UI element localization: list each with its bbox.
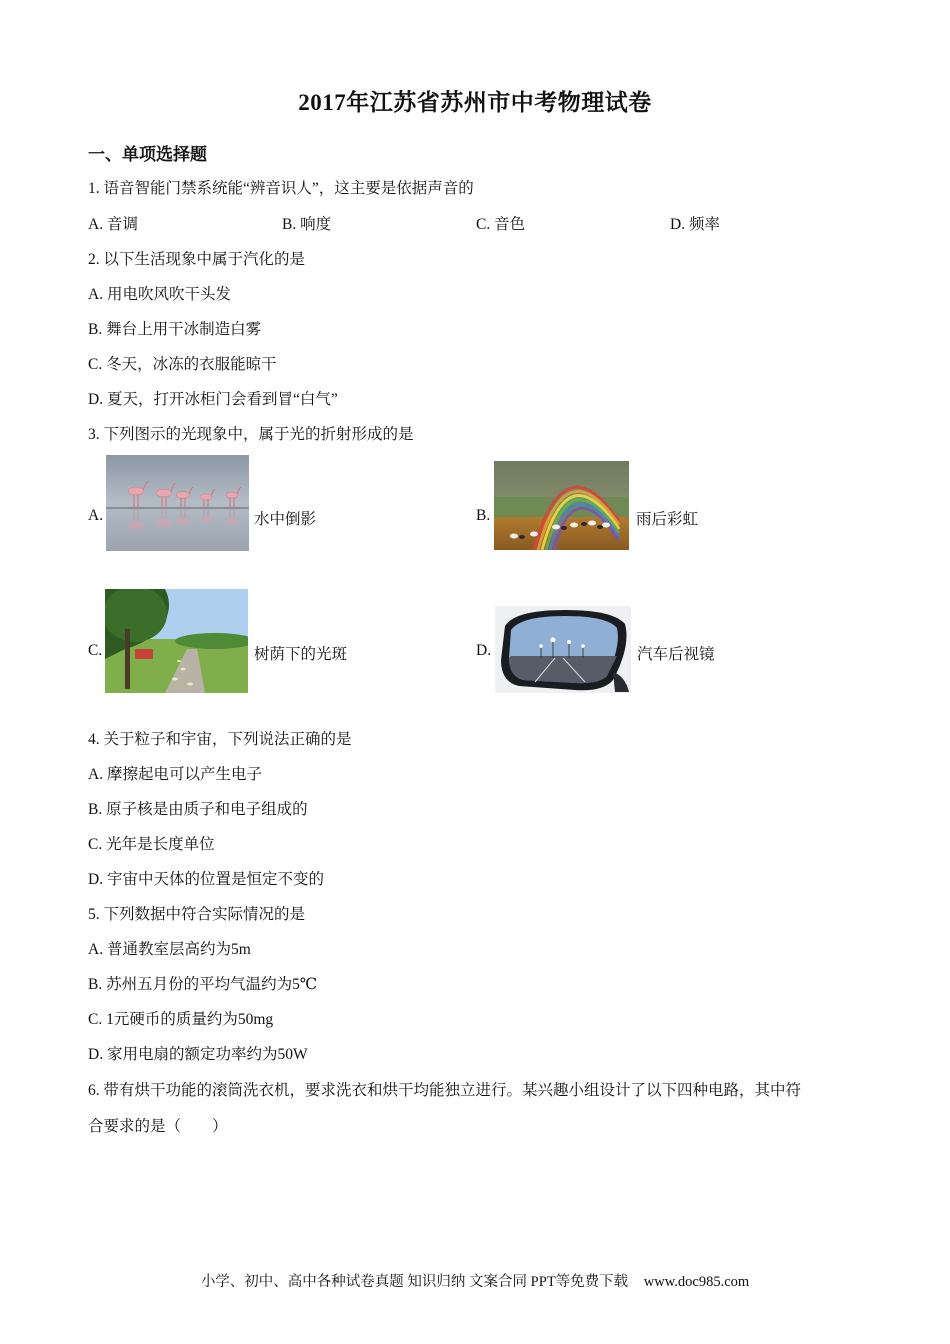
q5-stem: 5. 下列数据中符合实际情况的是 [88,906,306,923]
q3-option-d-letter: D. [476,642,492,659]
q2-option-a: A. 用电吹风吹干头发 [88,286,231,303]
section-heading: 一、单项选择题 [88,145,207,164]
q2-option-d: D. 夏天，打开冰柜门会看到冒“白气” [88,391,338,408]
q3-option-b-caption: 雨后彩虹 [636,511,699,528]
q6-stem-line1: 6. 带有烘干功能的滚筒洗衣机，要求洗衣和烘干均能独立进行。某兴趣小组设计了以下四种电路，其中符 [88,1082,802,1099]
q2-stem: 2. 以下生活现象中属于汽化的是 [88,251,306,268]
flamingo-reflection-image [106,455,249,551]
q3-option-a-letter: A. [88,507,104,524]
q1-stem: 1. 语音智能门禁系统能“辨音识人”，这主要是依据声音的 [88,180,474,197]
q3-option-c-letter: C. [88,642,103,659]
q3-option-c-caption: 树荫下的光斑 [254,646,348,663]
q6-stem-line2: 合要求的是（ ） [88,1118,228,1135]
tree-shade-image [105,589,248,693]
footer-url-link[interactable]: www.doc985.com [643,1274,750,1290]
q3-stem: 3. 下列图示的光现象中，属于光的折射形成的是 [88,426,414,443]
q4-option-a: A. 摩擦起电可以产生电子 [88,766,262,783]
rainbow-image [494,461,629,550]
q1-option-c: C. 音色 [476,216,526,233]
q4-stem: 4. 关于粒子和宇宙，下列说法正确的是 [88,731,352,748]
q4-option-d: D. 宇宙中天体的位置是恒定不变的 [88,871,324,888]
q5-option-d: D. 家用电扇的额定功率约为50W [88,1046,308,1063]
q5-option-b: B. 苏州五月份的平均气温约为5℃ [88,976,318,993]
q3-option-a-caption: 水中倒影 [254,511,317,528]
q1-option-d: D. 频率 [670,216,720,233]
q1-option-a: A. 音调 [88,216,138,233]
q3-option-d-caption: 汽车后视镜 [637,646,715,663]
q5-option-a: A. 普通教室层高约为5m [88,941,251,958]
q2-option-c: C. 冬天，冰冻的衣服能晾干 [88,356,277,373]
q2-option-b: B. 舞台上用干冰制造白雾 [88,321,262,338]
q4-option-c: C. 光年是长度单位 [88,836,215,853]
footer-text: 小学、初中、高中各种试卷真题 知识归纳 文案合同 PPT等免费下载 [200,1274,629,1290]
q3-option-b-letter: B. [476,507,491,524]
q1-option-b: B. 响度 [282,216,332,233]
page-footer [0,1270,950,1291]
page-title: 2017年江苏省苏州市中考物理试卷 [298,90,652,115]
car-mirror-image [495,606,631,693]
q4-option-b: B. 原子核是由质子和电子组成的 [88,801,308,818]
q5-option-c: C. 1元硬币的质量约为50mg [88,1011,274,1028]
